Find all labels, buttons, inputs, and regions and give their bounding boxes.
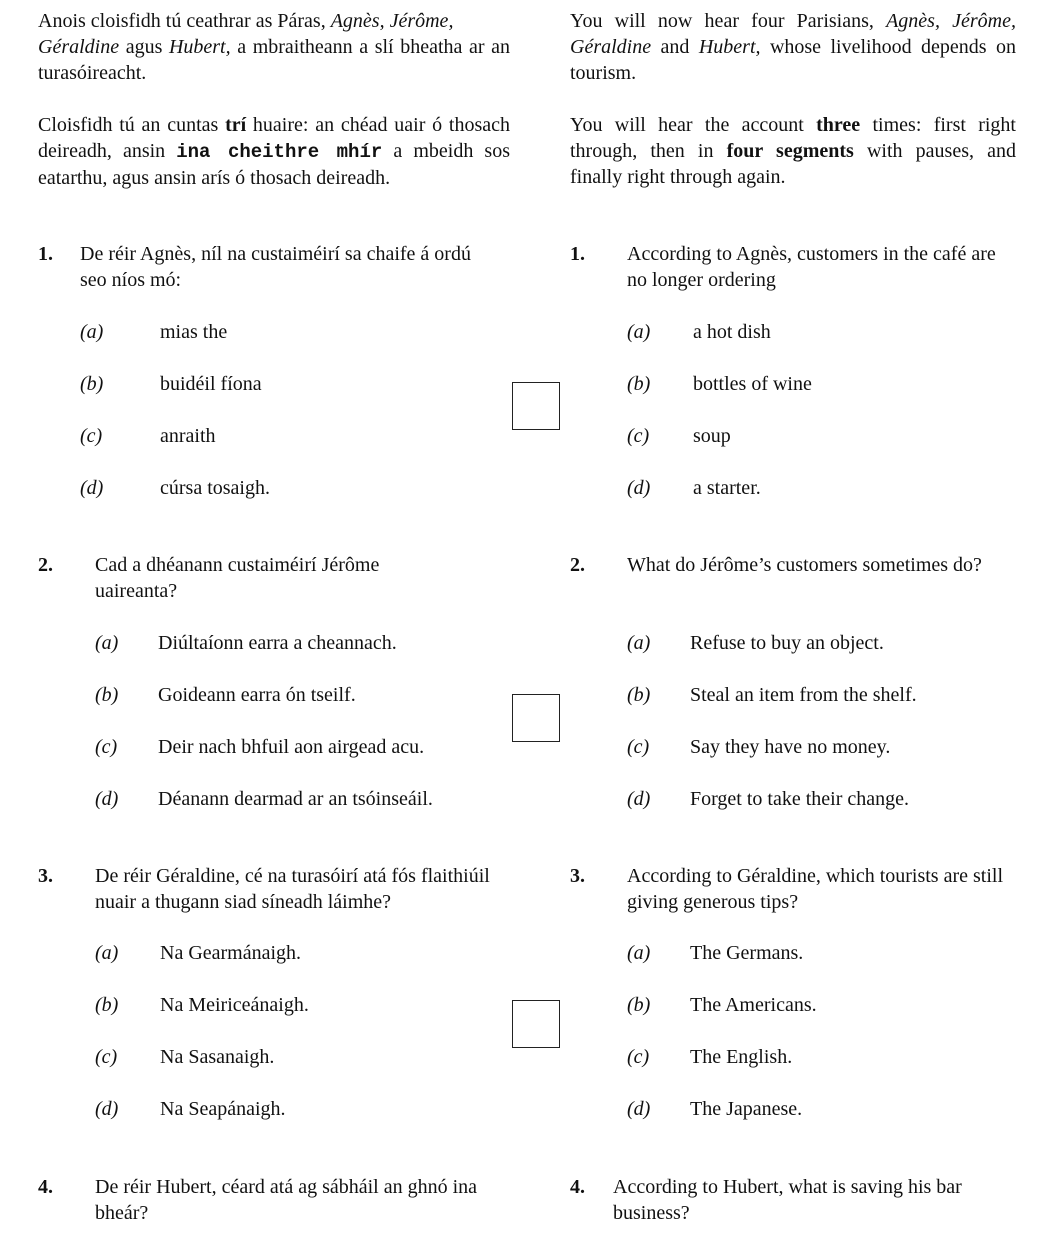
q3-option-d-text-english: The Japanese. (690, 1098, 803, 1120)
intro-english-paragraph-2: You will hear the account three times: first right through, then in four segments with pauses, and finally right through again. (570, 114, 1016, 188)
question-3-number-irish: 3. (38, 865, 53, 887)
q3-option-a-text-english: The Germans. (690, 942, 804, 964)
question-4-text-english: According to Hubert, what is saving his bar business? (613, 1176, 962, 1224)
q3-option-d-label-irish: (d) (95, 1098, 119, 1120)
q1-option-a-text-english: a hot dish (693, 321, 771, 343)
question-3-number-english: 3. (570, 865, 585, 887)
q2-answer-box[interactable] (512, 694, 560, 742)
q2-option-d-label-english: (d) (627, 788, 651, 810)
q1-option-d-text-english: a starter. (693, 477, 761, 499)
q1-option-a-label-irish: (a) (80, 321, 104, 343)
question-1-number-irish: 1. (38, 243, 53, 265)
q2-option-a-text-english: Refuse to buy an object. (690, 632, 884, 654)
q1-option-a-text-irish: mias the (160, 321, 228, 343)
question-1-text-irish: De réir Agnès, níl na custaiméirí sa chaife á ordú seo níos mó: (80, 243, 471, 291)
q1-option-c-text-english: soup (693, 425, 731, 447)
question-4-number-irish: 4. (38, 1176, 53, 1198)
q3-option-b-label-irish: (b) (95, 994, 119, 1016)
q2-option-b-text-irish: Goideann earra ón tseilf. (158, 684, 356, 706)
question-1-number-english: 1. (570, 243, 585, 265)
question-2-number-english: 2. (570, 554, 585, 576)
question-4-number-english: 4. (570, 1176, 585, 1198)
q1-option-b-text-irish: buidéil fíona (160, 373, 262, 395)
q2-option-c-text-irish: Deir nach bhfuil aon airgead acu. (158, 736, 425, 758)
question-2-number-irish: 2. (38, 554, 53, 576)
q1-option-b-label-english: (b) (627, 373, 651, 395)
question-3-text-english: According to Géraldine, which tourists are still giving generous tips? (627, 865, 1004, 913)
q2-option-b-label-english: (b) (627, 684, 651, 706)
q2-option-b-label-irish: (b) (95, 684, 119, 706)
q3-option-a-label-irish: (a) (95, 942, 119, 964)
q2-option-a-text-irish: Diúltaíonn earra a cheannach. (158, 632, 397, 654)
q3-option-c-text-irish: Na Sasanaigh. (160, 1046, 275, 1068)
q3-option-b-text-english: The Americans. (690, 994, 817, 1016)
q3-option-a-label-english: (a) (627, 942, 651, 964)
q3-answer-box[interactable] (512, 1000, 560, 1048)
q2-option-a-label-english: (a) (627, 632, 651, 654)
q3-option-a-text-irish: Na Gearmánaigh. (160, 942, 302, 964)
question-2-text-english: What do Jérôme’s customers sometimes do? (627, 554, 982, 576)
q2-option-c-label-english: (c) (627, 736, 650, 758)
question-1-text-english: According to Agnès, customers in the café are no longer ordering (627, 243, 996, 291)
q1-answer-box[interactable] (512, 382, 560, 430)
intro-irish-paragraph-1: Anois cloisfidh tú ceathrar as Páras, Agnès, Jérôme, Géraldine agus Hubert, a mbraitheann a slí bheatha ar an turasóireacht. (38, 10, 510, 84)
question-4-text-irish: De réir Hubert, céard atá ag sábháil an ghnó ina bheár? (95, 1176, 478, 1224)
q2-option-d-text-english: Forget to take their change. (690, 788, 910, 810)
q1-option-a-label-english: (a) (627, 321, 651, 343)
q1-option-d-label-english: (d) (627, 477, 651, 499)
q1-option-b-text-english: bottles of wine (693, 373, 812, 395)
q1-option-d-label-irish: (d) (80, 477, 104, 499)
q1-option-d-text-irish: cúrsa tosaigh. (160, 477, 270, 499)
q3-option-c-label-irish: (c) (95, 1046, 118, 1068)
intro-irish-paragraph-2: Cloisfidh tú an cuntas trí huaire: an chéad uair ó thosach deireadh, ansin ina cheithre mhír a mbeidh sos eatarthu, agus ansin arís ó thosach deireadh. (38, 114, 510, 189)
q1-option-b-label-irish: (b) (80, 373, 104, 395)
q1-option-c-text-irish: anraith (160, 425, 216, 447)
q2-option-d-text-irish: Déanann dearmad ar an tsóinseáil. (158, 788, 433, 810)
q2-option-b-text-english: Steal an item from the shelf. (690, 684, 917, 706)
q2-option-c-text-english: Say they have no money. (690, 736, 891, 758)
q3-option-b-label-english: (b) (627, 994, 651, 1016)
q1-option-c-label-english: (c) (627, 425, 650, 447)
q1-option-c-label-irish: (c) (80, 425, 103, 447)
intro-english-paragraph-1: You will now hear four Parisians, Agnès, Jérôme, Géraldine and Hubert, whose livelihood depends on tourism. (570, 10, 1016, 84)
q3-option-d-text-irish: Na Seapánaigh. (160, 1098, 286, 1120)
q2-option-d-label-irish: (d) (95, 788, 119, 810)
q3-option-c-label-english: (c) (627, 1046, 650, 1068)
q2-option-c-label-irish: (c) (95, 736, 118, 758)
question-2-text-irish: Cad a dhéanann custaiméirí Jérôme uaireanta? (95, 554, 380, 602)
q3-option-d-label-english: (d) (627, 1098, 651, 1120)
q3-option-c-text-english: The English. (690, 1046, 793, 1068)
q3-option-b-text-irish: Na Meiriceánaigh. (160, 994, 309, 1016)
question-3-text-irish: De réir Géraldine, cé na turasóirí atá fós flaithiúil nuair a thugann siad síneadh láimhe? (95, 865, 490, 913)
q2-option-a-label-irish: (a) (95, 632, 119, 654)
